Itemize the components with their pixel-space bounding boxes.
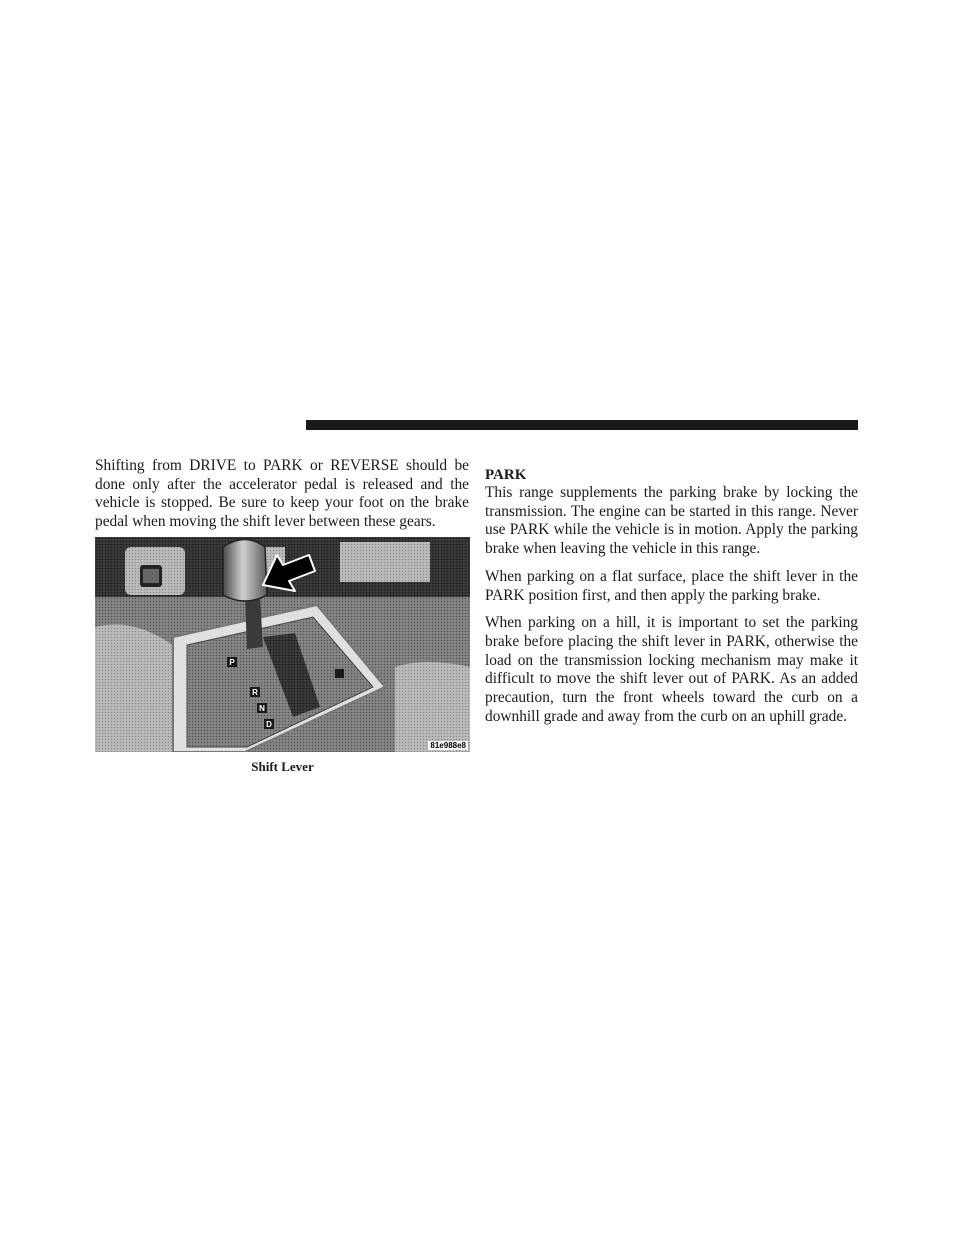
left-column (95, 457, 469, 532)
park-paragraph-3: When parking on a hill, it is important to set the parking brake before placing the shift lever in PARK, otherwise the load on the transmission locking mechanism may make it difficult to move the shift lever out of PARK. As an added precaution, turn the front wheels toward the curb on a downhill grade and away from the curb on an uphill grade. (485, 614, 858, 725)
figure-reference-code: 81e988e8 (430, 741, 466, 750)
park-heading: PARK (485, 467, 527, 483)
gate-letter-r: R (252, 688, 258, 697)
right-column (485, 466, 858, 726)
figure-caption: Shift Lever (251, 759, 314, 774)
shift-lever-illustration (95, 537, 470, 752)
header-rule (306, 420, 858, 430)
gate-letter-p: P (229, 658, 235, 667)
shift-lever-figure (95, 537, 470, 752)
park-paragraph-2: When parking on a flat surface, place the shift lever in the PARK position first, and then apply the parking brake. (485, 567, 858, 604)
shift-lever-knob (223, 540, 267, 602)
intro-paragraph: Shifting from DRIVE to PARK or REVERSE should be done only after the accelerator pedal is released and the vehicle is stopped. Be sure to keep your foot on the brake pedal when moving the shift lever between these gears. (95, 457, 469, 531)
park-paragraph-1: This range supplements the parking brake by locking the transmission. The engine can be started in this range. Never use PARK while the vehicle is in motion. Apply the parking brake when leaving the vehicle in this range. (485, 484, 858, 558)
gate-letter-n: N (259, 704, 265, 713)
gate-letter-d: D (266, 720, 272, 729)
shift-lever-shaft (245, 597, 263, 649)
